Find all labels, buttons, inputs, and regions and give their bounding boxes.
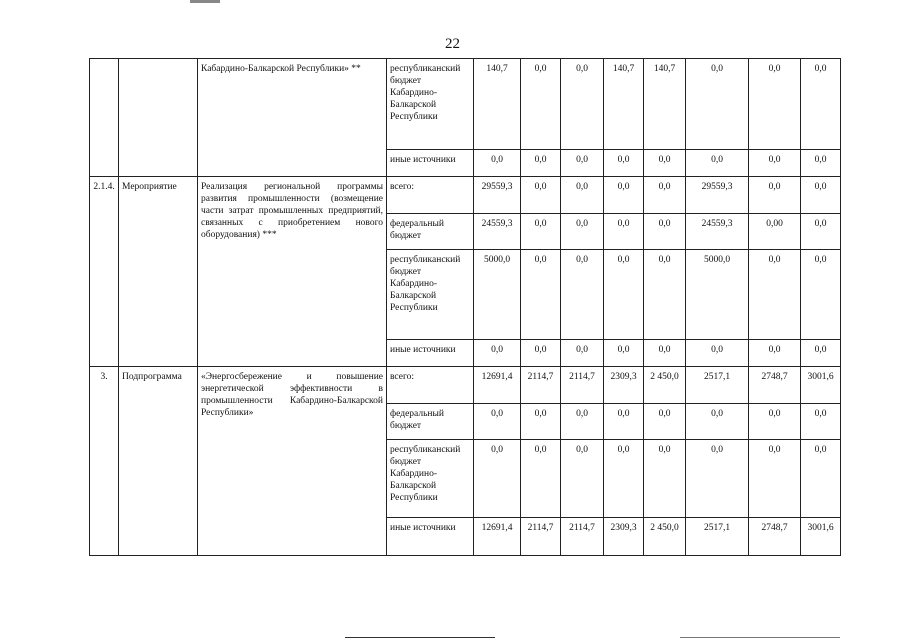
value-cell: 0,0 (644, 214, 686, 250)
value-cell: 0,0 (749, 404, 801, 440)
value-cell: 0,0 (604, 250, 644, 340)
item-type-cell: Подпрограмма (119, 367, 198, 556)
footer-line (680, 637, 840, 638)
value-cell: 0,0 (561, 440, 604, 518)
value-cell: 0,0 (801, 404, 841, 440)
value-cell: 2114,7 (521, 518, 561, 556)
value-cell: 24559,3 (474, 214, 521, 250)
value-cell: 140,7 (644, 59, 686, 150)
value-cell: 0,0 (686, 440, 749, 518)
value-cell: 0,0 (644, 440, 686, 518)
item-type-cell (119, 59, 198, 177)
value-cell: 2748,7 (749, 518, 801, 556)
value-cell: 12691,4 (474, 518, 521, 556)
value-cell: 140,7 (604, 59, 644, 150)
value-cell: 0,0 (801, 177, 841, 214)
value-cell: 0,0 (561, 340, 604, 367)
value-cell: 0,0 (644, 150, 686, 177)
funding-source-cell: федеральный бюджет (387, 214, 474, 250)
value-cell: 0,0 (686, 340, 749, 367)
value-cell: 0,0 (561, 59, 604, 150)
value-cell: 0,0 (749, 440, 801, 518)
value-cell: 0,0 (644, 250, 686, 340)
value-cell: 0,0 (521, 250, 561, 340)
value-cell: 0,0 (801, 440, 841, 518)
value-cell: 0,0 (521, 404, 561, 440)
budget-table-body (90, 59, 841, 556)
value-cell: 2 450,0 (644, 367, 686, 404)
value-cell: 0,0 (604, 214, 644, 250)
item-type-cell: Мероприятие (119, 177, 198, 367)
scan-mark (190, 0, 220, 3)
value-cell: 0,0 (801, 340, 841, 367)
table-row (90, 59, 841, 150)
value-cell: 2309,3 (604, 367, 644, 404)
value-cell: 29559,3 (474, 177, 521, 214)
value-cell: 0,0 (474, 340, 521, 367)
value-cell: 2114,7 (521, 367, 561, 404)
value-cell: 2517,1 (686, 518, 749, 556)
footer-line (345, 637, 495, 638)
value-cell: 0,00 (749, 214, 801, 250)
value-cell: 0,0 (604, 404, 644, 440)
value-cell: 0,0 (521, 150, 561, 177)
funding-source-cell: республиканский бюджет Кабардино-Балкарской Республики (387, 440, 474, 518)
value-cell: 0,0 (686, 59, 749, 150)
value-cell: 0,0 (801, 250, 841, 340)
value-cell: 29559,3 (686, 177, 749, 214)
value-cell: 0,0 (521, 440, 561, 518)
budget-table (89, 58, 841, 556)
value-cell: 3001,6 (801, 518, 841, 556)
item-number-cell: 3. (90, 367, 119, 556)
value-cell: 0,0 (749, 150, 801, 177)
value-cell: 140,7 (474, 59, 521, 150)
value-cell: 2748,7 (749, 367, 801, 404)
value-cell: 0,0 (561, 214, 604, 250)
funding-source-cell: всего: (387, 177, 474, 214)
value-cell: 2114,7 (561, 518, 604, 556)
value-cell: 0,0 (801, 150, 841, 177)
value-cell: 0,0 (561, 177, 604, 214)
value-cell: 0,0 (604, 340, 644, 367)
value-cell: 0,0 (749, 59, 801, 150)
table-row (90, 177, 841, 214)
value-cell: 0,0 (521, 214, 561, 250)
value-cell: 5000,0 (474, 250, 521, 340)
value-cell: 5000,0 (686, 250, 749, 340)
value-cell: 0,0 (801, 214, 841, 250)
value-cell: 0,0 (604, 150, 644, 177)
value-cell: 0,0 (686, 150, 749, 177)
value-cell: 2517,1 (686, 367, 749, 404)
value-cell: 0,0 (521, 340, 561, 367)
value-cell: 24559,3 (686, 214, 749, 250)
value-cell: 0,0 (749, 250, 801, 340)
item-number-cell (90, 59, 119, 177)
funding-source-cell: федеральный бюджет (387, 404, 474, 440)
value-cell: 0,0 (604, 177, 644, 214)
funding-source-cell: иные источники (387, 518, 474, 556)
value-cell: 0,0 (474, 404, 521, 440)
value-cell: 0,0 (749, 177, 801, 214)
value-cell: 2309,3 (604, 518, 644, 556)
value-cell: 3001,6 (801, 367, 841, 404)
value-cell: 0,0 (561, 150, 604, 177)
value-cell: 0,0 (644, 340, 686, 367)
funding-source-cell: республиканский бюджет Кабардино-Балкарской Республики (387, 250, 474, 340)
value-cell: 0,0 (644, 404, 686, 440)
table-row (90, 367, 841, 404)
value-cell: 2114,7 (561, 367, 604, 404)
item-name-cell: Кабардино-Балкарской Республики» ** (198, 59, 387, 177)
value-cell: 0,0 (521, 59, 561, 150)
value-cell: 0,0 (749, 340, 801, 367)
value-cell: 0,0 (686, 404, 749, 440)
item-number-cell: 2.1.4. (90, 177, 119, 367)
funding-source-cell: иные источники (387, 150, 474, 177)
value-cell: 0,0 (801, 59, 841, 150)
funding-source-cell: всего: (387, 367, 474, 404)
value-cell: 2 450,0 (644, 518, 686, 556)
value-cell: 0,0 (644, 177, 686, 214)
page-number: 22 (445, 36, 460, 52)
value-cell: 12691,4 (474, 367, 521, 404)
item-name-cell: «Энергосбережение и повышение энергетической эффективности в промышленности Кабардино-Балкарской Республики» (198, 367, 387, 556)
funding-source-cell: республиканский бюджет Кабардино-Балкарской Республики (387, 59, 474, 150)
value-cell: 0,0 (561, 404, 604, 440)
value-cell: 0,0 (474, 440, 521, 518)
value-cell: 0,0 (604, 440, 644, 518)
value-cell: 0,0 (474, 150, 521, 177)
funding-source-cell: иные источники (387, 340, 474, 367)
value-cell: 0,0 (561, 250, 604, 340)
value-cell: 0,0 (521, 177, 561, 214)
item-name-cell: Реализация региональной программы развития промышленности (возмещение части затрат промышленных предприятий, связанных с приобретением нового оборудования) *** (198, 177, 387, 367)
